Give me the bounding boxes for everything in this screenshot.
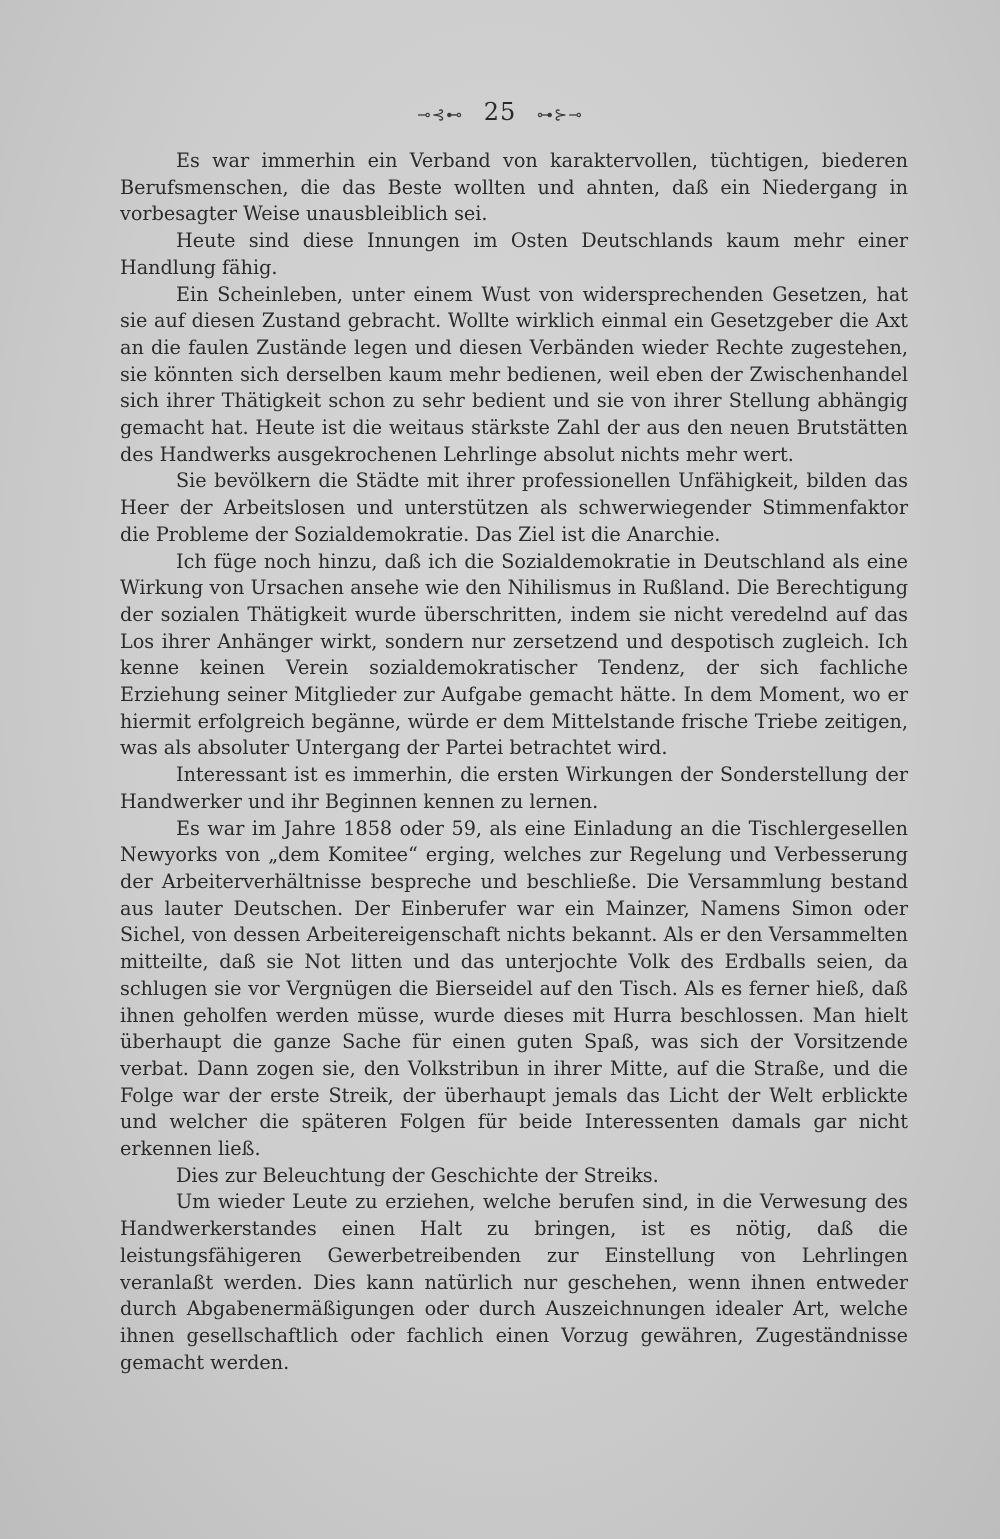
ornament-right-icon: ⊶⊱⊸: [536, 105, 583, 124]
page-body-text: [120, 148, 908, 1376]
ornament-left-icon: ⊸⊰⊷: [417, 105, 464, 124]
paragraph-6: Interessant ist es immerhin, die ersten Wirkungen der Sonderstellung der Handwerker und ihr Beginnen kennen zu lernen.: [120, 763, 908, 813]
paragraph-9: Um wieder Leute zu erziehen, welche berufen sind, in die Verwesung des Handwerkerstandes einen Halt zu bringen, ist es nötig, daß die leistungsfähigeren Gewerbetreibenden zur Einstellung von Lehrlingen veranlaßt werden. Dies kann natürlich nur geschehen, wenn ihnen entweder durch Abgabenermäßigungen oder durch Auszeichnungen idealer Art, welche ihnen gesellschaftlich oder fachlich einen Vorzug gewähren, Zugeständnisse gemacht werden.: [120, 1190, 908, 1374]
paragraph-5: Ich füge noch hinzu, daß ich die Sozialdemokratie in Deutschland als eine Wirkung von Ursachen ansehe wie den Nihilismus in Rußland. Die Berechtigung der sozialen Thätigkeit wurde überschritten, indem sie nicht veredelnd auf das Los ihrer Anhänger wirkt, sondern nur zersetzend und despotisch zugleich. Ich kenne keinen Verein sozialdemokratischer Tendenz, der sich fachliche Erziehung seiner Mitglieder zur Aufgabe gemacht hätte. In dem Moment, wo er hiermit erfolgreich begänne, würde er dem Mittelstande frische Triebe zeitigen, was als absoluter Untergang der Partei betrachtet wird.: [120, 549, 908, 760]
page-number: 25: [483, 98, 517, 126]
paragraph-7: Es war im Jahre 1858 oder 59, als eine Einladung an die Tischlergesellen Newyorks von „dem Komitee“ erging, welches zur Regelung und Verbesserung der Arbeiterverhältnisse bespreche und beschließe. Die Versammlung bestand aus lauter Deutschen. Der Einberufer war ein Mainzer, Namens Simon oder Sichel, von dessen Arbeitereigenschaft nichts bekannt. Als er den Versammelten mitteilte, daß sie Not litten und das unterjochte Volk des Erdballs seien, da schlugen sie vor Vergnügen die Bierseidel auf den Tisch. Als es ferner hieß, daß ihnen geholfen werden müsse, wurde dieses mit Hurra beschlossen. Man hielt überhaupt die ganze Sache für einen guten Spaß, was sich der Vorsitzende verbat. Dann zogen sie, den Volkstribun in ihrer Mitte, auf die Straße, und die Folge war der erste Streik, der überhaupt jemals das Licht der Welt erblickte und welcher die späteren Folgen für beide Interessenten damals gar nicht erkennen ließ.: [120, 816, 908, 1161]
paragraph-8: Dies zur Beleuchtung der Geschichte der Streiks.: [176, 1163, 659, 1187]
page-header: [0, 98, 1000, 126]
paragraph-3: Ein Scheinleben, unter einem Wust von widersprechenden Gesetzen, hat sie auf diesen Zustand gebracht. Wollte wirklich einmal ein Gesetzgeber die Axt an die faulen Zustände legen und diesen Verbänden wieder Rechte zugestehen, sie könnten sich derselben kaum mehr bedienen, weil eben der Zwischenhandel sich ihrer Thätigkeit schon zu sehr bedient und sie von ihrer Stellung abhängig gemacht hat. Heute ist die weitaus stärkste Zahl der aus den neuen Brutstätten des Handwerks ausgekrochenen Lehrlinge absolut nichts mehr wert.: [120, 282, 908, 466]
paragraph-1: Es war immerhin ein Verband von karaktervollen, tüchtigen, biederen Berufsmenschen, die das Beste wollten und ahnten, daß ein Niedergang in vorbesagter Weise unausbleiblich sei.: [120, 149, 908, 226]
paragraph-2: Heute sind diese Innungen im Osten Deutschlands kaum mehr einer Handlung fähig.: [120, 229, 908, 279]
paragraph-4: Sie bevölkern die Städte mit ihrer professionellen Unfähigkeit, bilden das Heer der Arbeitslosen und unterstützen als schwerwiegender Stimmenfaktor die Probleme der Sozialdemokratie. Das Ziel ist die Anarchie.: [120, 469, 908, 546]
